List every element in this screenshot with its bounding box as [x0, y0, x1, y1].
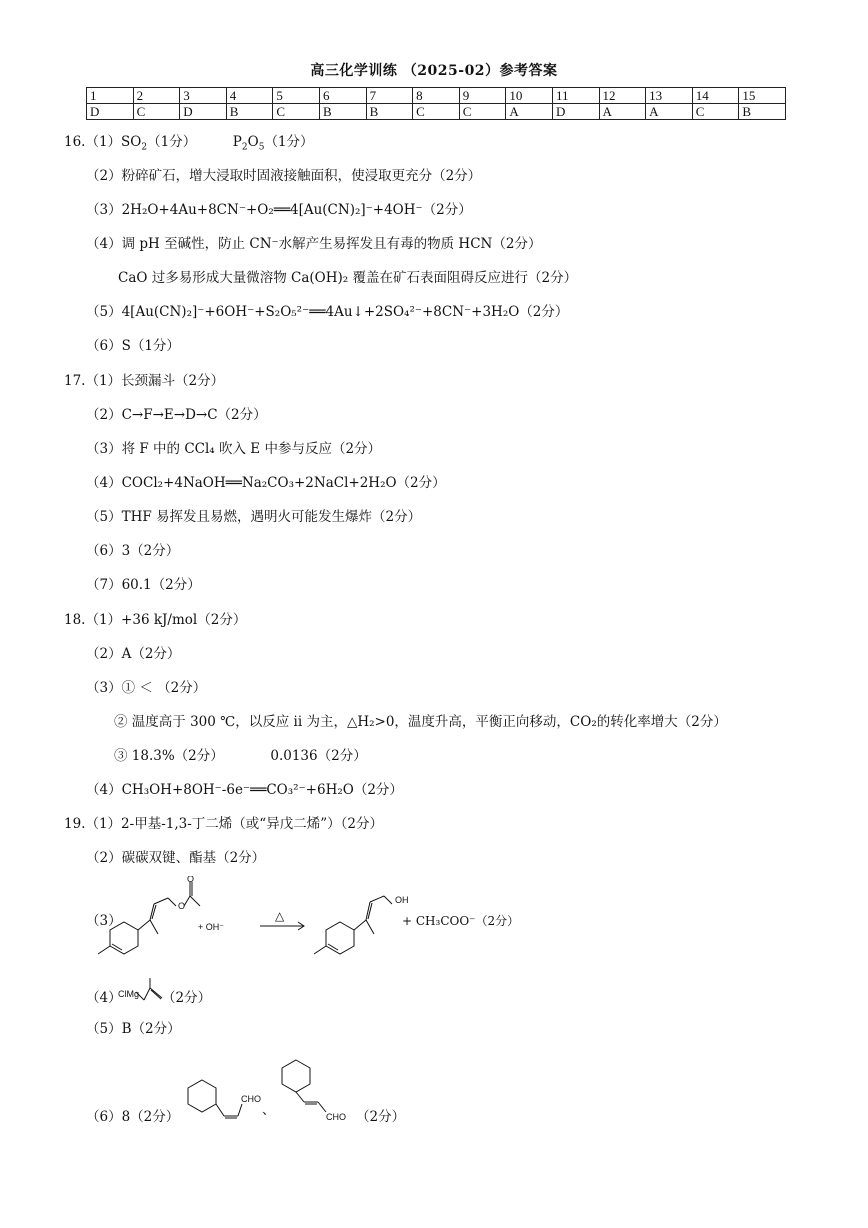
q18-line-3c [114, 746, 367, 766]
cyclohexene-ring-product [326, 922, 354, 954]
q19-line-4-label: （4） [86, 990, 122, 1006]
table-cell: C [273, 104, 320, 120]
separator: 、 [262, 1103, 276, 1118]
table-cell: 7 [366, 88, 413, 104]
q19-line-6-score: （2分） [356, 1109, 406, 1125]
table-cell: 6 [319, 88, 366, 104]
table-cell: 5 [273, 88, 320, 104]
cyclohexane-ring [282, 1060, 310, 1092]
table-cell: A [646, 104, 693, 120]
cyclohexene-ring [110, 922, 138, 954]
subscript: 2 [241, 142, 248, 153]
table-cell: C [459, 104, 506, 120]
table-cell: D [87, 104, 134, 120]
q16-line-4b: CaO 过多易形成大量微溶物 Ca(OH)₂ 覆盖在矿石表面阻碍反应进行（2分） [118, 270, 578, 286]
mc-answer-table [86, 87, 786, 120]
q18-line-4: （4）CH₃OH+8OH⁻-6e⁻══CO₃²⁻+6H₂O（2分） [86, 782, 403, 798]
q17-line-4: （4）COCl₂+4NaOH══Na₂CO₃+2NaCl+2H₂O（2分） [86, 475, 446, 491]
table-cell: 14 [692, 88, 739, 104]
q18-line-2: （2）A（2分） [86, 646, 181, 662]
cyclohexane-ring [188, 1080, 216, 1112]
cho-label: CHO [326, 1112, 346, 1122]
q19-line-4-score: （2分） [162, 990, 212, 1006]
table-cell: A [599, 104, 646, 120]
q16-line-1 [64, 132, 314, 152]
table-cell: A [506, 104, 553, 120]
table-row-answers [87, 104, 786, 120]
answer-text: ③ 18.3%（2分） [114, 748, 224, 764]
q19-line-3-label: （3） [86, 913, 122, 929]
table-cell: D [552, 104, 599, 120]
table-cell: 15 [739, 88, 786, 104]
table-cell: 3 [180, 88, 227, 104]
q19-line-2: （2）碳碳双键、酯基（2分） [86, 850, 266, 866]
q17-line-1: 17.（1）长颈漏斗（2分） [64, 373, 225, 389]
table-cell: D [180, 104, 227, 120]
table-cell: 1 [87, 88, 134, 104]
q18-line-1: 18.（1）+36 kJ/mol（2分） [64, 612, 247, 628]
hydroxide-label: + OH⁻ [198, 922, 225, 932]
page-title: 高三化学训练 （2025-02）参考答案 [310, 63, 558, 79]
answer-text: P [232, 134, 242, 150]
table-cell: 9 [459, 88, 506, 104]
table-cell: 11 [552, 88, 599, 104]
q16-line-6: （6）S（1分） [86, 338, 180, 354]
subscript: 5 [258, 142, 265, 153]
table-cell: 2 [133, 88, 180, 104]
q17-line-2: （2）C→F→E→D→C（2分） [86, 407, 267, 423]
table-cell: B [226, 104, 273, 120]
oxygen-label: O [178, 901, 186, 911]
q19-line-6-label: （6）8（2分） [86, 1109, 180, 1125]
table-cell: C [692, 104, 739, 120]
oh-label: OH [395, 895, 409, 905]
heat-symbol: △ [275, 909, 285, 923]
answer-text: 0.0136（2分） [270, 748, 367, 764]
q19-line-1: 19.（1）2-甲基-1,3-丁二烯（或“异戊二烯”）（2分） [64, 816, 383, 832]
q17-line-7: （7）60.1（2分） [86, 577, 201, 593]
table-cell: 4 [226, 88, 273, 104]
q16-line-4: （4）调 pH 至碱性，防止 CN⁻水解产生易挥发且有毒的物质 HCN（2分） [86, 236, 542, 252]
q19-line-3-product: + CH₃COO⁻（2分） [402, 914, 520, 928]
answer-text: 16.（1）SO [64, 134, 142, 150]
answer-text: O [247, 134, 259, 150]
q17-line-6: （6）3（2分） [86, 543, 180, 559]
table-cell: C [413, 104, 460, 120]
subscript: 2 [141, 142, 148, 153]
table-cell: 12 [599, 88, 646, 104]
table-cell: B [319, 104, 366, 120]
q17-line-5: （5）THF 易挥发且易燃，遇明火可能发生爆炸（2分） [86, 509, 422, 525]
table-cell: 10 [506, 88, 553, 104]
table-cell: 13 [646, 88, 693, 104]
q16-line-2: （2）粉碎矿石，增大浸取时固液接触面积，使浸取更充分（2分） [86, 168, 482, 184]
cho-label: CHO [241, 1094, 261, 1104]
score-text: （1分） [264, 134, 314, 150]
table-cell: B [366, 104, 413, 120]
q19-line-5: （5）B（2分） [86, 1021, 181, 1037]
q16-line-5: （5）4[Au(CN)₂]⁻+6OH⁻+S₂O₅²⁻══4Au↓+2SO₄²⁻+8CN⁻+3H₂O（2分） [86, 304, 569, 320]
q17-line-3: （3）将 F 中的 CCl₄ 吹入 E 中参与反应（2分） [86, 441, 382, 457]
table-cell: B [739, 104, 786, 120]
oxygen-label: O [187, 876, 195, 884]
clmg-label: ClMg [118, 989, 140, 999]
table-cell: C [133, 104, 180, 120]
q18-line-3b: ② 温度高于 300 ℃，以反应 ii 为主，△H₂>0，温度升高，平衡正向移动，CO₂的转化率增大（2分） [114, 714, 727, 730]
table-row-numbers [87, 88, 786, 104]
score-text: （1分） [147, 134, 197, 150]
q16-line-3: （3）2H₂O+4Au+8CN⁻+O₂══4[Au(CN)₂]⁻+4OH⁻（2分） [86, 202, 472, 218]
q18-line-3: （3）① ＜ （2分） [86, 680, 207, 696]
table-cell: 8 [413, 88, 460, 104]
